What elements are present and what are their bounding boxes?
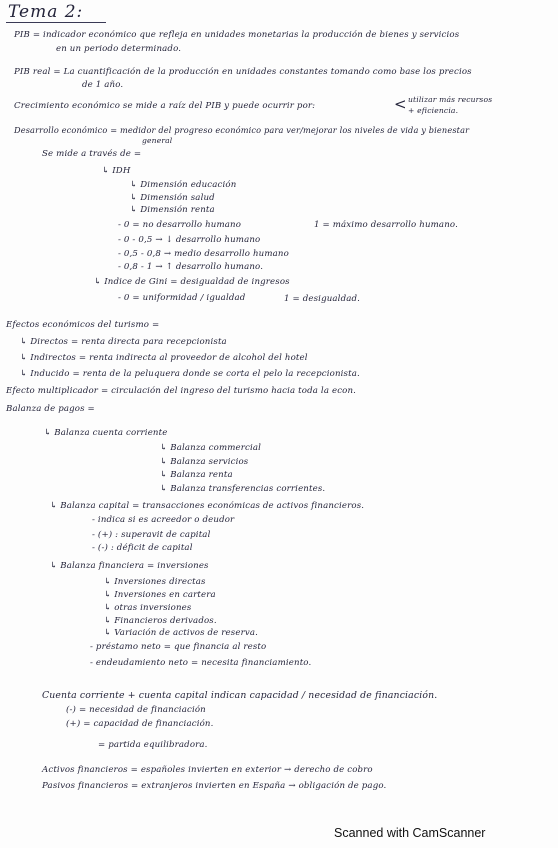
note-line: ↳ Directos = renta directa para recepcionista [20,337,227,347]
note-line: Activos financieros = españoles invierten en exterior → derecho de cobro [42,765,373,775]
note-line: - 0 - 0,5 → ↓ desarrollo humano [118,235,261,245]
note-line: - (+) : superavit de capital [92,530,211,540]
note-line: Efecto multiplicador = circulación del ingreso del turismo hacia toda la econ. [6,386,357,396]
note-line: 1 = máximo desarrollo humano. [314,220,458,230]
note-line: ↳ Financieros derivados. [104,616,217,626]
note-line: - 0 = uniformidad / igualdad [118,293,246,303]
note-line: Pasivos financieros = extranjeros invierten en España → obligación de pago. [42,781,387,791]
note-line: Balanza de pagos = [6,404,95,414]
note-line: - 0 = no desarrollo humano [118,220,242,230]
note-line: ↳ otras inversiones [104,603,192,613]
note-line: ↳ Indice de Gini = desigualdad de ingresos [94,277,290,287]
note-line: - préstamo neto = que financia al resto [90,642,267,652]
branch-brace: < [394,95,407,113]
note-line: ↳ Balanza transferencias corrientes. [160,484,326,494]
title-underline [6,22,106,23]
note-line: ↳ Balanza capital = transacciones económicas de activos financieros. [50,501,365,511]
note-line: - (-) : déficit de capital [92,543,193,553]
note-line: PIB = indicador económico que refleja en unidades monetarias la producción de bienes y servicios [14,30,460,40]
note-line: Crecimiento económico se mide a raíz del PIB y puede ocurrir por: [14,101,316,111]
note-line: ↳ Balanza financiera = inversiones [50,561,209,571]
note-line: ↳ Variación de activos de reserva. [104,628,259,638]
note-line: ↳ Inducido = renta de la peluquera donde se corta el pelo la recepcionista. [20,369,360,379]
note-line: ↳ Indirectos = renta indirecta al proveedor de alcohol del hotel [20,353,308,363]
note-line: general [142,136,173,145]
note-line: Cuenta corriente + cuenta capital indican capacidad / necesidad de financiación. [42,690,438,701]
note-line: (+) = capacidad de financiación. [66,719,214,729]
note-line: - 0,8 - 1 → ↑ desarrollo humano. [118,262,264,272]
note-line: 1 = desigualdad. [284,294,361,304]
note-line: + eficiencia. [408,106,459,115]
note-line: ↳ Inversiones en cartera [104,590,216,600]
note-line: - 0,5 - 0,8 → medio desarrollo humano [118,249,289,259]
note-line: Desarrollo económico = medidor del progreso económico para ver/mejorar los niveles de vida y bienestar [14,125,470,135]
note-line: de 1 año. [82,80,124,90]
note-line: ↳ Dimensión renta [130,205,215,215]
note-line: ↳ Balanza cuenta corriente [44,428,168,438]
note-line: ↳ Balanza servicios [160,457,249,467]
note-line: (-) = necesidad de financiación [66,705,206,715]
page-title: Tema 2: [8,2,84,22]
scanner-watermark: Scanned with CamScanner [334,826,486,840]
note-line: ↳ Dimensión educación [130,180,237,190]
note-line: PIB real = La cuantificación de la producción en unidades constantes tomando como base los precios [14,67,472,77]
note-line: Efectos económicos del turismo = [6,320,160,330]
note-line: = partida equilibradora. [98,740,208,750]
note-line: - indica si es acreedor o deudor [92,515,235,525]
note-line: en un periodo determinado. [56,44,182,54]
note-line: ↳ Dimensión salud [130,193,215,203]
note-line: - endeudamiento neto = necesita financiamiento. [90,658,312,668]
note-line: ↳ IDH [102,166,131,176]
note-line: ↳ Balanza commercial [160,443,262,453]
note-line: utilizar más recursos [408,95,493,104]
note-line: Se mide a través de = [42,149,142,159]
note-line: ↳ Inversiones directas [104,577,206,587]
note-line: ↳ Balanza renta [160,470,233,480]
